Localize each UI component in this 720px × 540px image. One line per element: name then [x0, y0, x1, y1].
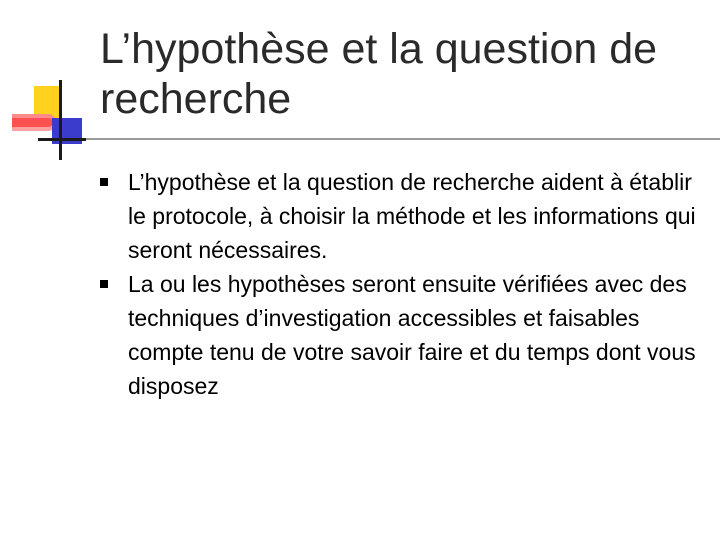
bullet-text: L’hypothèse et la question de recherche aident à établir le protocole, à choisir la méthode et les informations qui seront nécessaires. [128, 169, 696, 263]
decorative-red-bar [12, 114, 56, 131]
square-bullet-icon [100, 178, 108, 186]
slide-title: L’hypothèse et la question de recherche [100, 25, 658, 123]
decorative-dark-horizontal-line [38, 138, 86, 141]
title-underline-rule [38, 138, 720, 140]
bullet-item [98, 267, 698, 403]
decorative-dark-vertical-line [59, 80, 62, 160]
bullet-list [98, 165, 698, 403]
bullet-item [98, 165, 698, 267]
bullet-text: La ou les hypothèses seront ensuite vérifiées avec des techniques d’investigation accessibles et faisables compte tenu de votre savoir faire et du temps dont vous disposez [128, 271, 696, 399]
square-bullet-icon [100, 280, 108, 288]
